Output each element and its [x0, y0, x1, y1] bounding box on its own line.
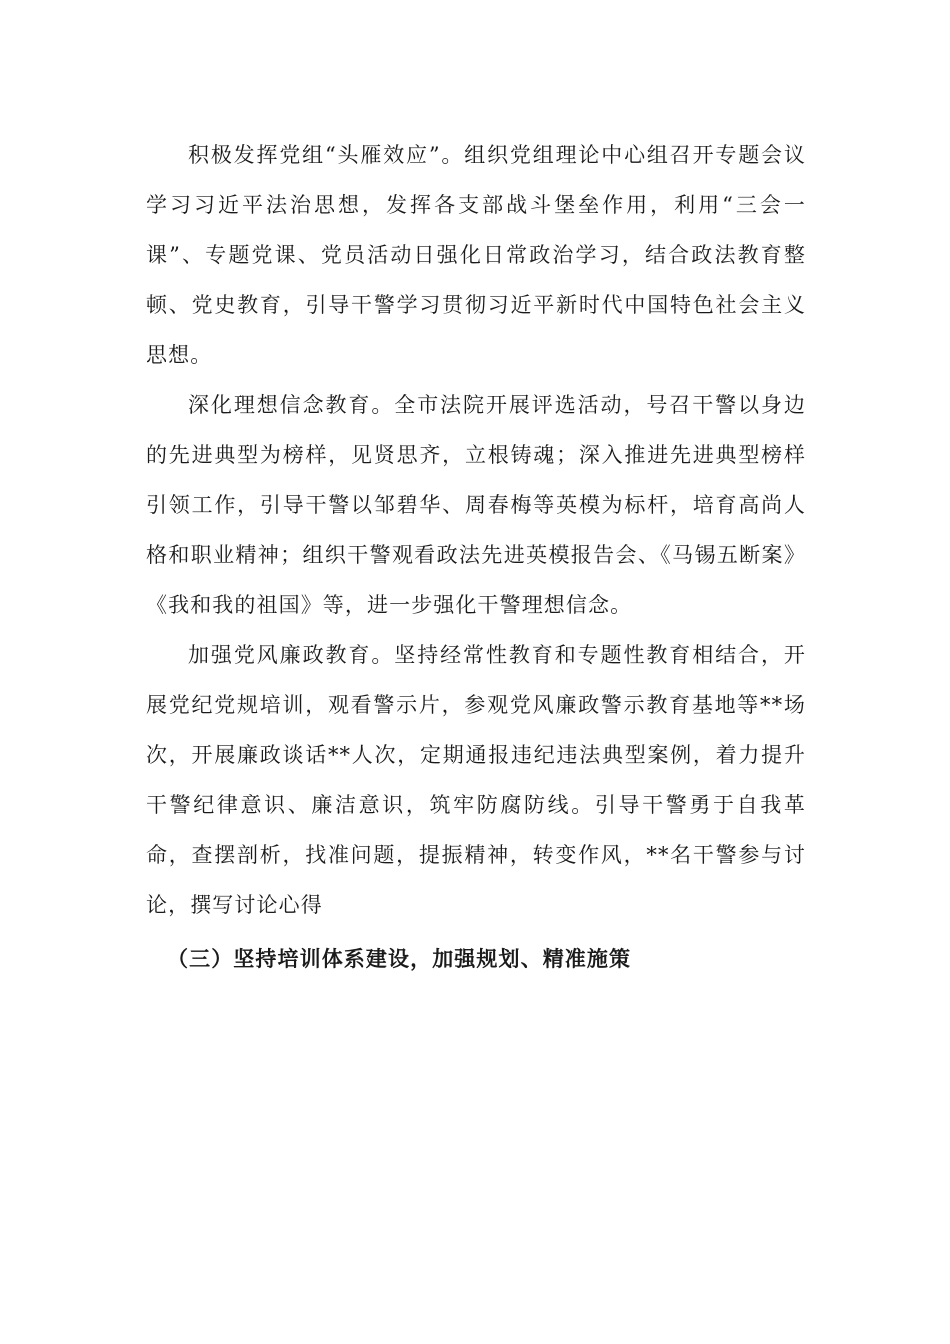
paragraph-party-leadership: 积极发挥党组“头雁效应”。组织党组理论中心组召开专题会议学习习近平法治思想，发挥各支部战斗堡垒作用，利用“三会一课”、专题党课、党员活动日强化日常政治学习，结合政法教育整顿、党史教育，引导干警学习贯彻习近平新时代中国特色社会主义思想。	[146, 143, 806, 367]
paragraph-integrity-education: 加强党风廉政教育。坚持经常性教育和专题性教育相结合，开展党纪党规培训，观看警示片，参观党风廉政警示教育基地等**场次，开展廉政谈话**人次，定期通报违纪违法典型案例，着力提升干警纪律意识、廉洁意识，筑牢防腐防线。引导干警勇于自我革命，查摆剖析，找准问题，提振精神，转变作风，**名干警参与讨论，撰写讨论心得	[146, 643, 806, 917]
section-heading: （三）坚持培训体系建设，加强规划、精准施策	[167, 946, 632, 971]
document-body	[146, 130, 806, 984]
paragraph-ideals-education: 深化理想信念教育。全市法院开展评选活动，号召干警以身边的先进典型为榜样，见贤思齐，立根铸魂；深入推进先进典型榜样引领工作，引导干警以邹碧华、周春梅等英模为标杆，培育高尚人格和职业精神；组织干警观看政法先进英模报告会、《马锡五断案》《我和我的祖国》等，进一步强化干警理想信念。	[146, 393, 806, 617]
